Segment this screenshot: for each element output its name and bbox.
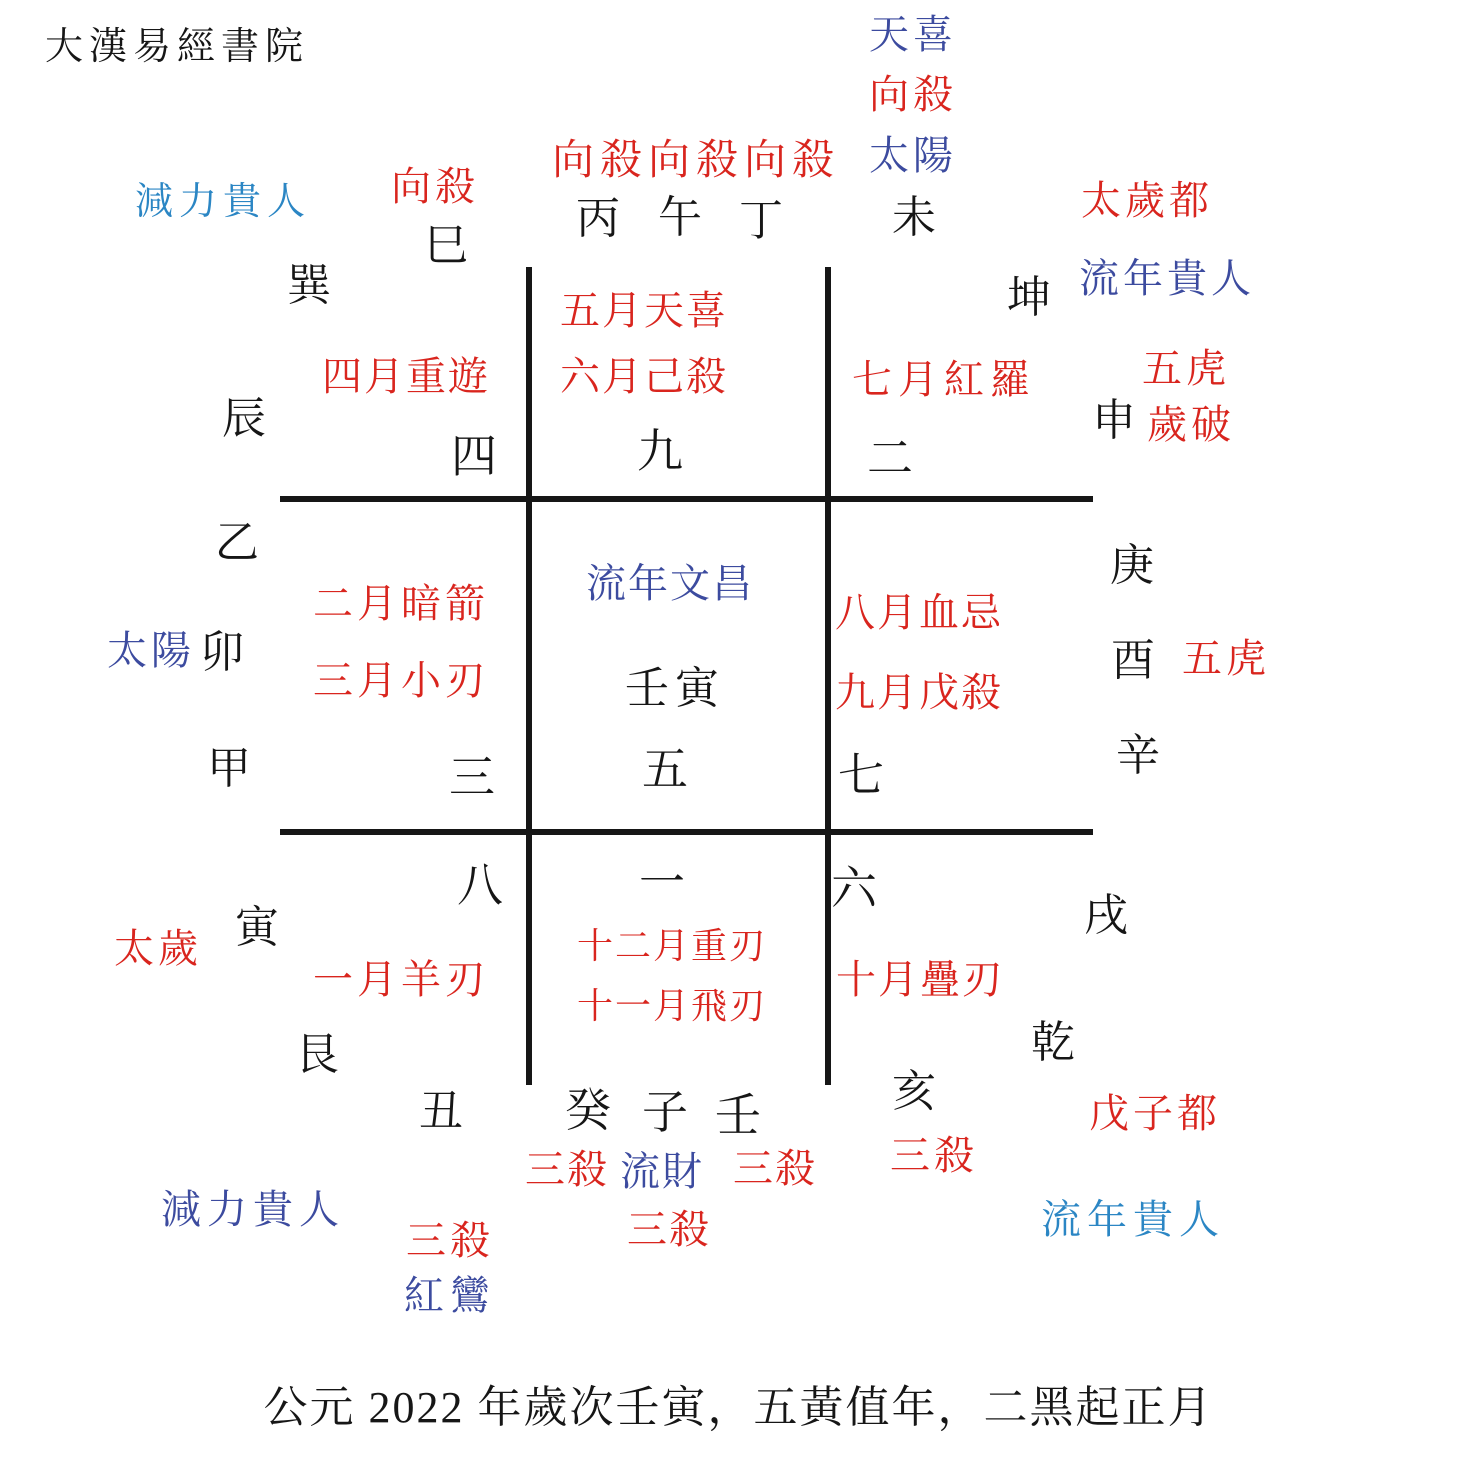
annotation-taiyang-w: 太陽 bbox=[107, 628, 195, 673]
branch-zi: 子 bbox=[642, 1087, 688, 1138]
palace-xun-note: 四月重遊 bbox=[322, 354, 490, 399]
branch-wu: 午 bbox=[658, 193, 702, 242]
palace-li-note-2: 六月己殺 bbox=[560, 354, 728, 399]
palace-dui-note-2: 九月戊殺 bbox=[835, 670, 1003, 715]
branch-hai: 亥 bbox=[892, 1067, 936, 1116]
annotation-jianli-guiren-sw: 減力貴人 bbox=[161, 1187, 345, 1232]
branch-mao: 卯 bbox=[200, 628, 244, 677]
stem-ding: 丁 bbox=[739, 196, 783, 245]
year-caption: 公元 2022 年歲次壬寅，五黃值年，二黑起正月 bbox=[263, 1383, 1214, 1432]
trigram-qian: 乾 bbox=[1031, 1018, 1075, 1067]
palace-kun-number: 二 bbox=[867, 433, 913, 484]
branch-you: 酉 bbox=[1111, 636, 1155, 685]
palace-li-note-1: 五月天喜 bbox=[560, 288, 728, 333]
stem-jia: 甲 bbox=[207, 744, 251, 793]
palace-center-note: 流年文昌 bbox=[586, 561, 754, 606]
branch-shen: 申 bbox=[1092, 396, 1136, 445]
annotation-liunian-guiren-ne: 流年貴人 bbox=[1079, 256, 1255, 301]
annotation-sansha-sw: 三殺 bbox=[406, 1218, 494, 1263]
trigram-gen: 艮 bbox=[295, 1030, 339, 1079]
palace-xun-number: 四 bbox=[451, 431, 497, 482]
stem-gui: 癸 bbox=[565, 1085, 611, 1136]
annotation-sansha-s-left: 三殺 bbox=[525, 1147, 609, 1192]
school-name: 大漢易經書院 bbox=[45, 26, 310, 68]
branch-xu: 戌 bbox=[1084, 891, 1128, 940]
palace-center-number: 五 bbox=[642, 744, 688, 795]
branch-si: 巳 bbox=[424, 221, 468, 270]
palace-zhen-note-1: 二月暗箭 bbox=[313, 581, 489, 626]
annotation-liucai: 流財 bbox=[620, 1149, 704, 1194]
branch-yin: 寅 bbox=[235, 903, 279, 952]
grid-line-horizontal-top bbox=[280, 496, 1093, 502]
palace-kan-note-1: 十二月重刃 bbox=[577, 926, 768, 966]
stem-bing: 丙 bbox=[576, 194, 620, 243]
trigram-xun: 巽 bbox=[287, 261, 331, 310]
branch-chen: 辰 bbox=[222, 394, 266, 443]
trigram-kun: 坤 bbox=[1007, 273, 1051, 322]
annotation-xiangsha-nw: 向殺 bbox=[391, 164, 479, 209]
palace-dui-number: 七 bbox=[838, 750, 884, 801]
palace-li-number: 九 bbox=[637, 426, 683, 477]
palace-kan-note-2: 十一月飛刃 bbox=[577, 986, 768, 1026]
annotation-taisui-sw: 太歲 bbox=[114, 926, 202, 971]
palace-qian-number: 六 bbox=[831, 863, 877, 914]
palace-kun-note: 七月紅羅 bbox=[852, 357, 1036, 402]
annotation-wuhu-ne: 五虎 bbox=[1142, 346, 1230, 391]
stem-geng: 庚 bbox=[1110, 541, 1154, 590]
annotation-xiangsha-n: 向殺 bbox=[869, 72, 957, 117]
annotation-liunian-guiren-se: 流年貴人 bbox=[1041, 1197, 1225, 1242]
annotation-sansha-se: 三殺 bbox=[890, 1133, 978, 1178]
branch-wei: 未 bbox=[892, 193, 936, 242]
annotation-hongluan: 紅鸞 bbox=[404, 1273, 496, 1318]
palace-gen-number: 八 bbox=[457, 860, 503, 911]
branch-chou: 丑 bbox=[419, 1087, 463, 1136]
stem-ren: 壬 bbox=[715, 1090, 761, 1141]
annotation-wuzidu: 戊子都 bbox=[1089, 1091, 1221, 1136]
annotation-taisui-du: 太歲都 bbox=[1081, 178, 1213, 223]
stem-xin: 辛 bbox=[1116, 731, 1160, 780]
grid-line-horizontal-bottom bbox=[280, 829, 1093, 835]
palace-qian-note: 十月疊刃 bbox=[836, 957, 1004, 1002]
grid-line-vertical-left bbox=[526, 267, 532, 1085]
annotation-sansha-s-right: 三殺 bbox=[733, 1146, 817, 1191]
palace-zhen-note-2: 三月小刃 bbox=[313, 658, 489, 703]
palace-gen-note: 一月羊刃 bbox=[313, 957, 489, 1002]
annotation-xiangsha-row: 向殺向殺向殺 bbox=[552, 138, 841, 184]
palace-kan-number: 一 bbox=[639, 857, 685, 908]
annotation-wuhu-e: 五虎 bbox=[1182, 636, 1270, 681]
annotation-taiyang-n: 太陽 bbox=[869, 133, 957, 178]
palace-zhen-number: 三 bbox=[449, 752, 495, 803]
palace-dui-note-1: 八月血忌 bbox=[835, 590, 1003, 635]
annotation-tianxi: 天喜 bbox=[869, 12, 957, 57]
annotation-suipo: 歲破 bbox=[1147, 402, 1235, 447]
annotation-jianli-guiren-nw: 減力貴人 bbox=[135, 181, 312, 223]
palace-center-year: 壬寅 bbox=[625, 664, 725, 713]
stem-yi: 乙 bbox=[215, 518, 259, 567]
grid-line-vertical-right bbox=[825, 267, 831, 1085]
annotation-sansha-s-below: 三殺 bbox=[627, 1207, 711, 1252]
